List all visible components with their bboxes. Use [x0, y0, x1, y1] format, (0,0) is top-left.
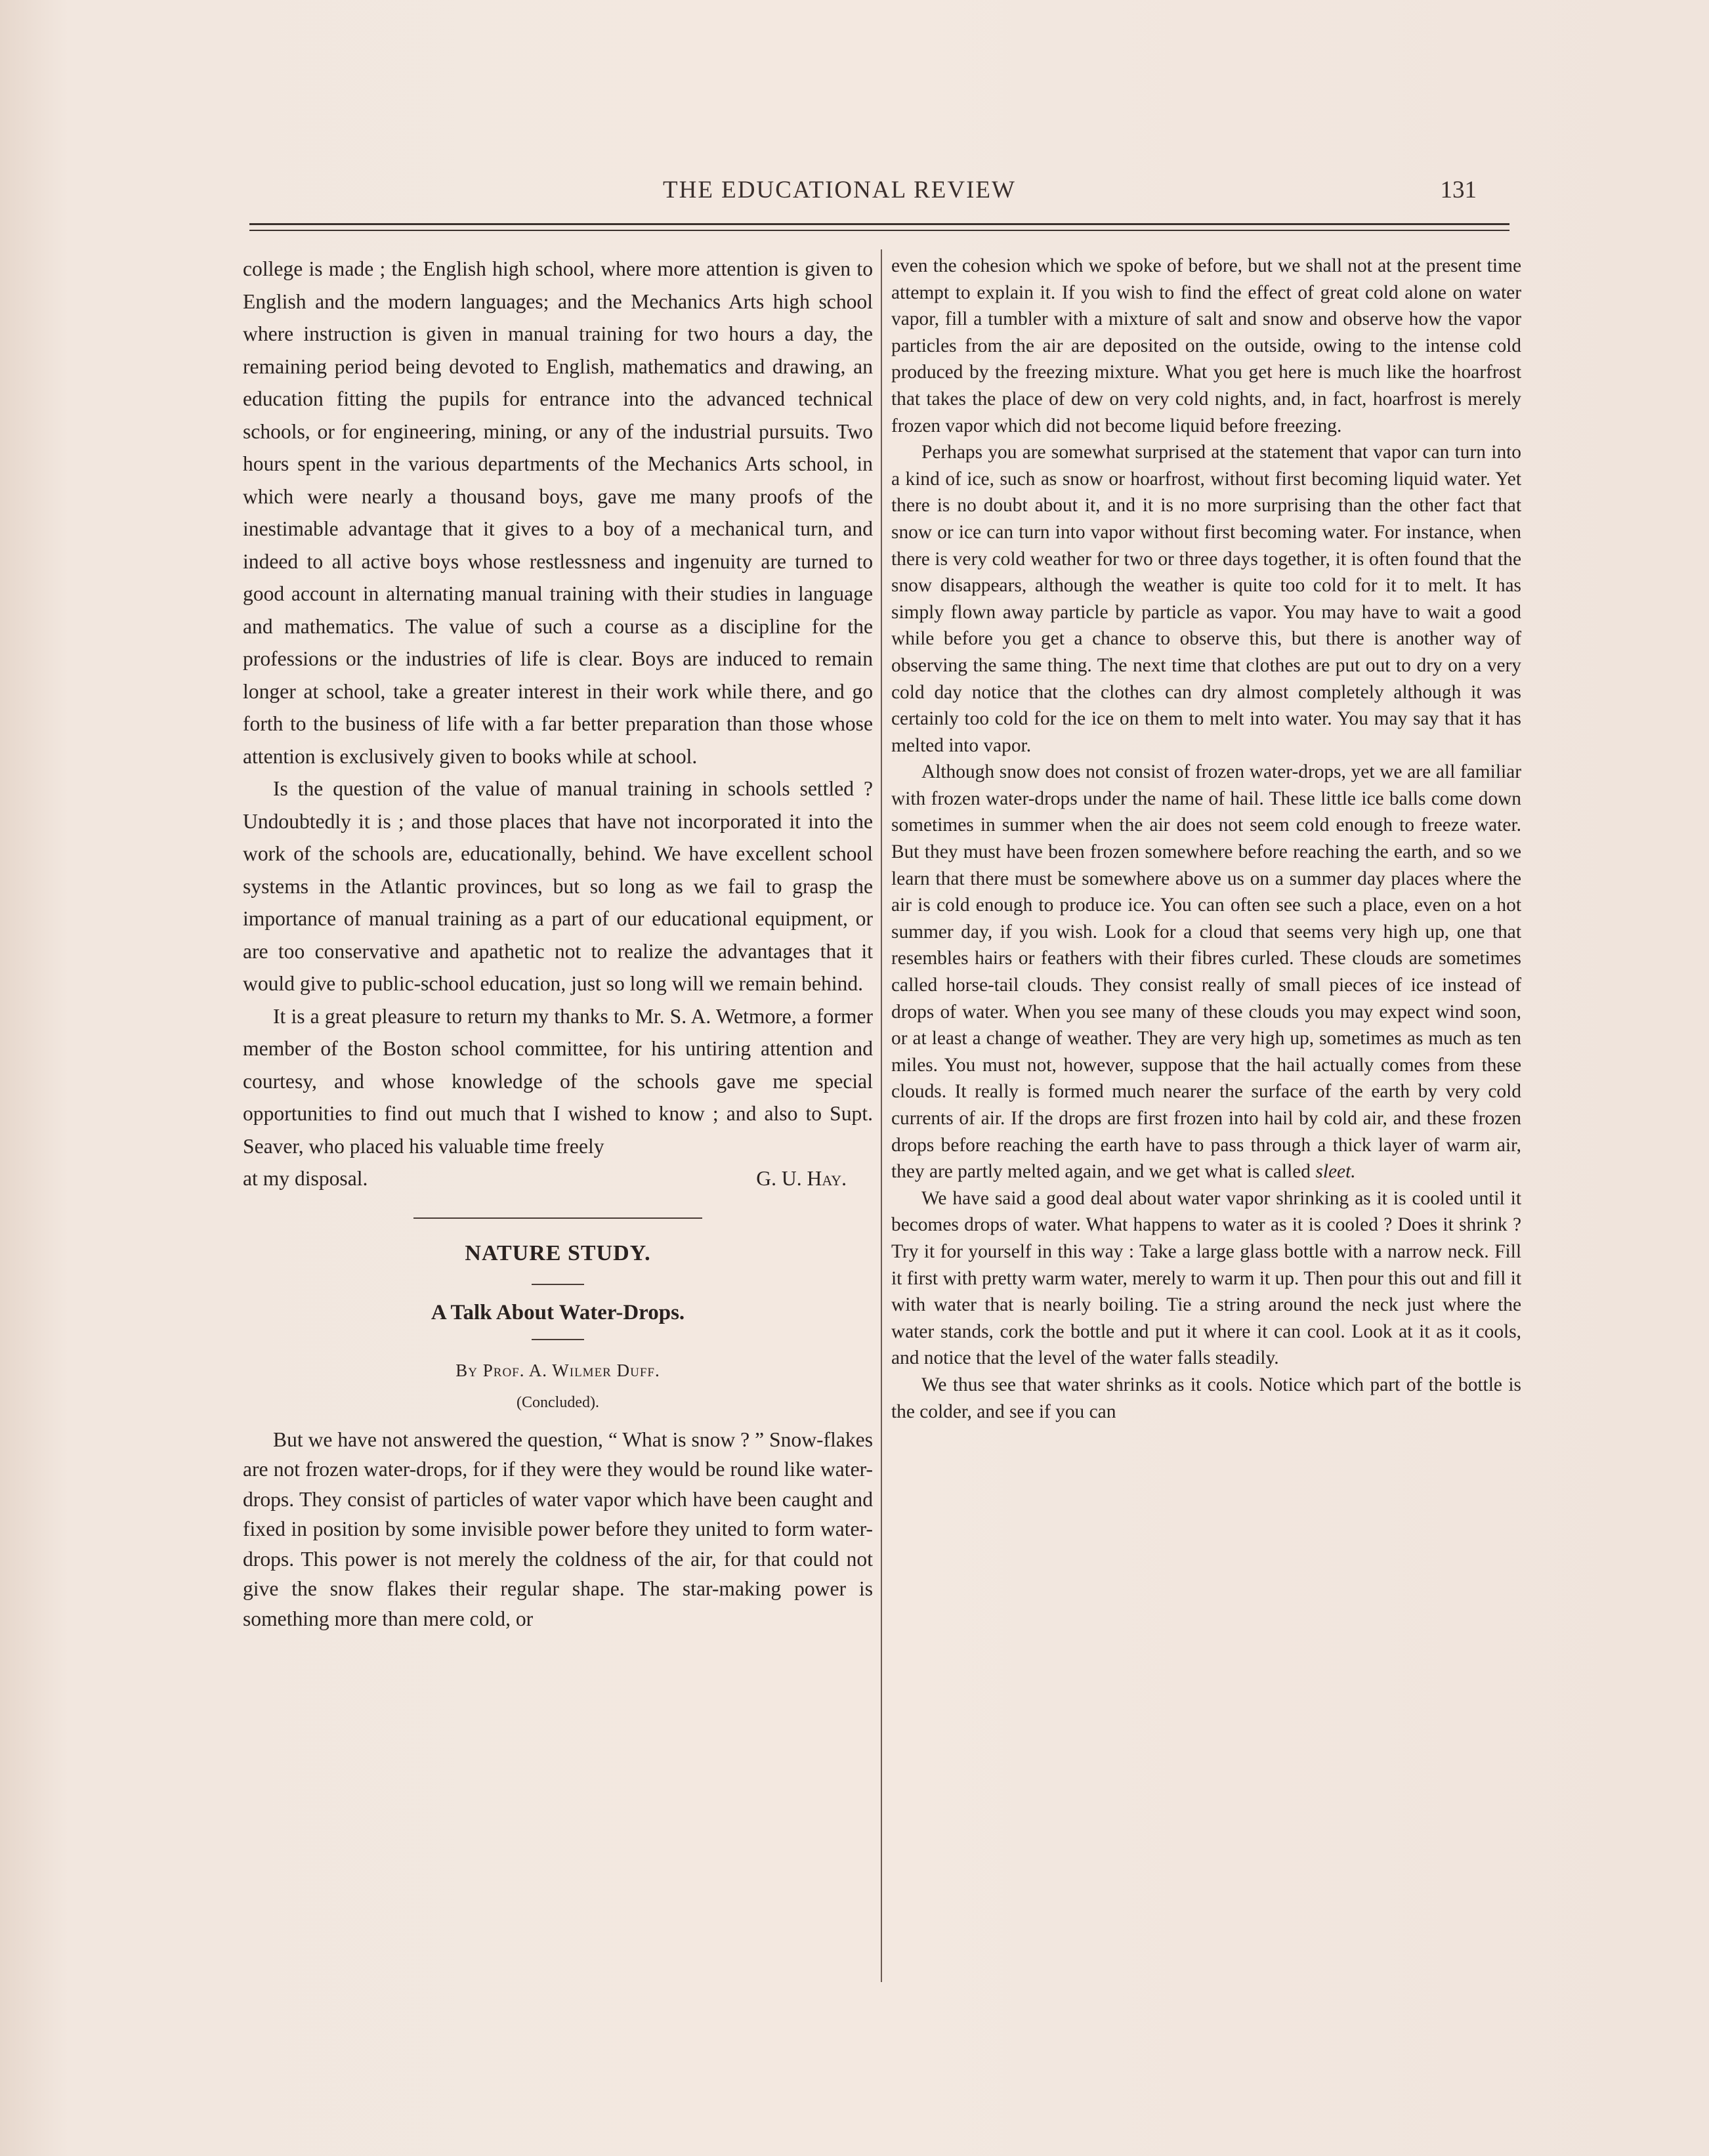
column-divider [881, 249, 882, 1982]
paragraph: It is a great pleasure to return my thanks to Mr. S. A. Wetmore, a former member of the Boston school committee, for his untiring attention and courtesy, and whose knowledge of the schools gave me special opportunities to find out much that I wished to know ; and also to Supt. Seaver, who placed his valuable time freely [243, 1004, 873, 1158]
paragraph: Perhaps you are somewhat surprised at the statement that vapor can turn into a kind of ice, such as snow or hoarfrost, without first becoming liquid water. Yet there is no doubt about it, and it is no more surprising than the other fact that snow or ice can turn into vapor without first becoming water. For instance, when there is very cold weather for two or three days together, it is often found that the snow disappears, although the weather is quite too cold for it to melt. It has simply flown away particle by particle as vapor. You may have to wait a good while before you get a chance to observe this, but there is another way of observing the same thing. The next time that clothes are put out to dry on a very cold day notice that the clothes can dry almost completely although it was certainly too cold for the ice on them to melt into water. You may say that it has melted into vapor. [891, 442, 1521, 756]
page-header [249, 176, 1509, 215]
paragraph: even the cohesion which we spoke of before, but we shall not at the present time attempt to explain it. If you wish to find the effect of great cold alone on water vapor, fill a tumbler with a mixture of salt and snow and observe how the vapor particles from the air are deposited on the outside, owing to the intense cold produced by the freezing mixture. What you get here is much like the hoarfrost that takes the place of dew on very cold nights, and, in fact, hoarfrost is merely frozen vapor which did not become liquid before freezing. [891, 255, 1521, 436]
paragraph: college is made ; the English high school, where more attention is given to English and the modern languages; and the Mechanics Arts high school where instruction is given in manual training for two hours a day, the remaining period being devoted to English, mathematics and drawing, an education fitting the pupils for entrance into the advanced technical schools, or for engineering, mining, or any of the industrial pursuits. Two hours spent in the various departments of the Mechanics Arts school, in which were nearly a thousand boys, gave me many proofs of the inestimable advantage that it gives to a boy of a mechanical turn, and indeed to all active boys whose restlessness and ingenuity are turned to good account in alternating manual training with their studies in language and mathematics. The value of such a course as a discipline for the professions or the industries of life is clear. Boys are induced to remain longer at school, take a greater interest in their work while there, and go forth to the business of life with a far better preparation than those whose attention is exclusively given to books while at school. [243, 257, 873, 768]
paragraph-body: Although snow does not consist of frozen water-drops, yet we are all familiar with frozen water-drops under the name of hail. These little ice balls come down sometimes in summer when the air does not seem cold enough to freeze water. But they must have been frozen somewhere before reaching the earth, and so we learn that there must be somewhere above us on a summer day places where the air is cold enough to produce ice. You can often see such a place, even on a hot summer day, if you wish. Look for a cloud that seems very high up, one that resembles hairs or feathers with their fibres curled. These clouds are sometimes called horse-tail clouds. They consist really of small pieces of ice instead of drops of water. When you see many of these clouds you may expect wind soon, or at least a change of weather. They are very high up, sometimes as much as ten miles. You must not, however, suppose that the hail actually comes from these clouds. It really is formed much nearer the surface of the earth by very cold currents of air. If the drops are first frozen into hail by cold air, and these frozen drops before reaching the earth have to pass through a thick layer of warm air, they are partly melted again, and we get what is [891, 761, 1521, 1183]
paragraph: We thus see that water shrinks as it cools. Notice which part of the bottle is the colder, and see if you can [891, 1374, 1521, 1422]
paragraph [891, 759, 1521, 1185]
concluded-note: (Concluded). [517, 1394, 599, 1411]
article-byline: By Prof. A. Wilmer Duff. [455, 1360, 660, 1380]
section-divider [413, 1217, 702, 1219]
right-column [891, 253, 1521, 1425]
article-title: A Talk About Water-Drops. [431, 1301, 685, 1324]
page-number: 131 [1440, 177, 1477, 203]
emphasis-word: sleet. [1315, 1161, 1356, 1183]
section-title: NATURE STUDY. [465, 1240, 651, 1265]
closing-text: at my disposal. [243, 1167, 368, 1190]
paragraph: We have said a good deal about water vapor shrinking as it is cooled until it becomes drops of water. What happens to water as it is cooled ? Does it shrink ? Try it for yourself in this way : Take a large glass bottle with a narrow neck. Fill it first with pretty warm water, merely to warm it up. Then pour this out and fill it with water that is nearly boiling. Tie a string around the neck just where the water stands, cork the bottle and put it where it can cool. Look at it as it cools, and notice that the level of the water falls steadily. [891, 1187, 1521, 1369]
author-signature: G. U. Hay. [756, 1167, 847, 1190]
byline-divider [532, 1339, 584, 1340]
paragraph: Is the question of the value of manual training in schools settled ? Undoubtedly it is ; and those places that have not incorporated it into the work of the schools are, educationally, behind. We have excellent school systems in the Atlantic provinces, but so long as we fail to grasp the importance of manual training as a part of our educational equipment, or are too conservative and apathetic not to realize the advantages that it would give to public-school education, just so long will we remain behind. [243, 777, 873, 995]
paragraph-end: called [1264, 1161, 1311, 1183]
paragraph: But we have not answered the question, “ What is snow ? ” Snow-flakes are not frozen water-drops, for if they were they would be round like water-drops. They consist of particles of water vapor which have been caught and fixed in position by some invisible power before they united to form water-drops. This power is not merely the coldness of the air, for that could not give the snow flakes their regular shape. The star-making power is something more than mere cold, or [243, 1427, 873, 1630]
header-rule-thin [249, 230, 1509, 231]
title-divider [532, 1284, 584, 1285]
running-title: THE EDUCATIONAL REVIEW [663, 177, 1016, 203]
signature-line [243, 1162, 873, 1195]
left-column [243, 253, 873, 1634]
header-rule [249, 223, 1509, 225]
